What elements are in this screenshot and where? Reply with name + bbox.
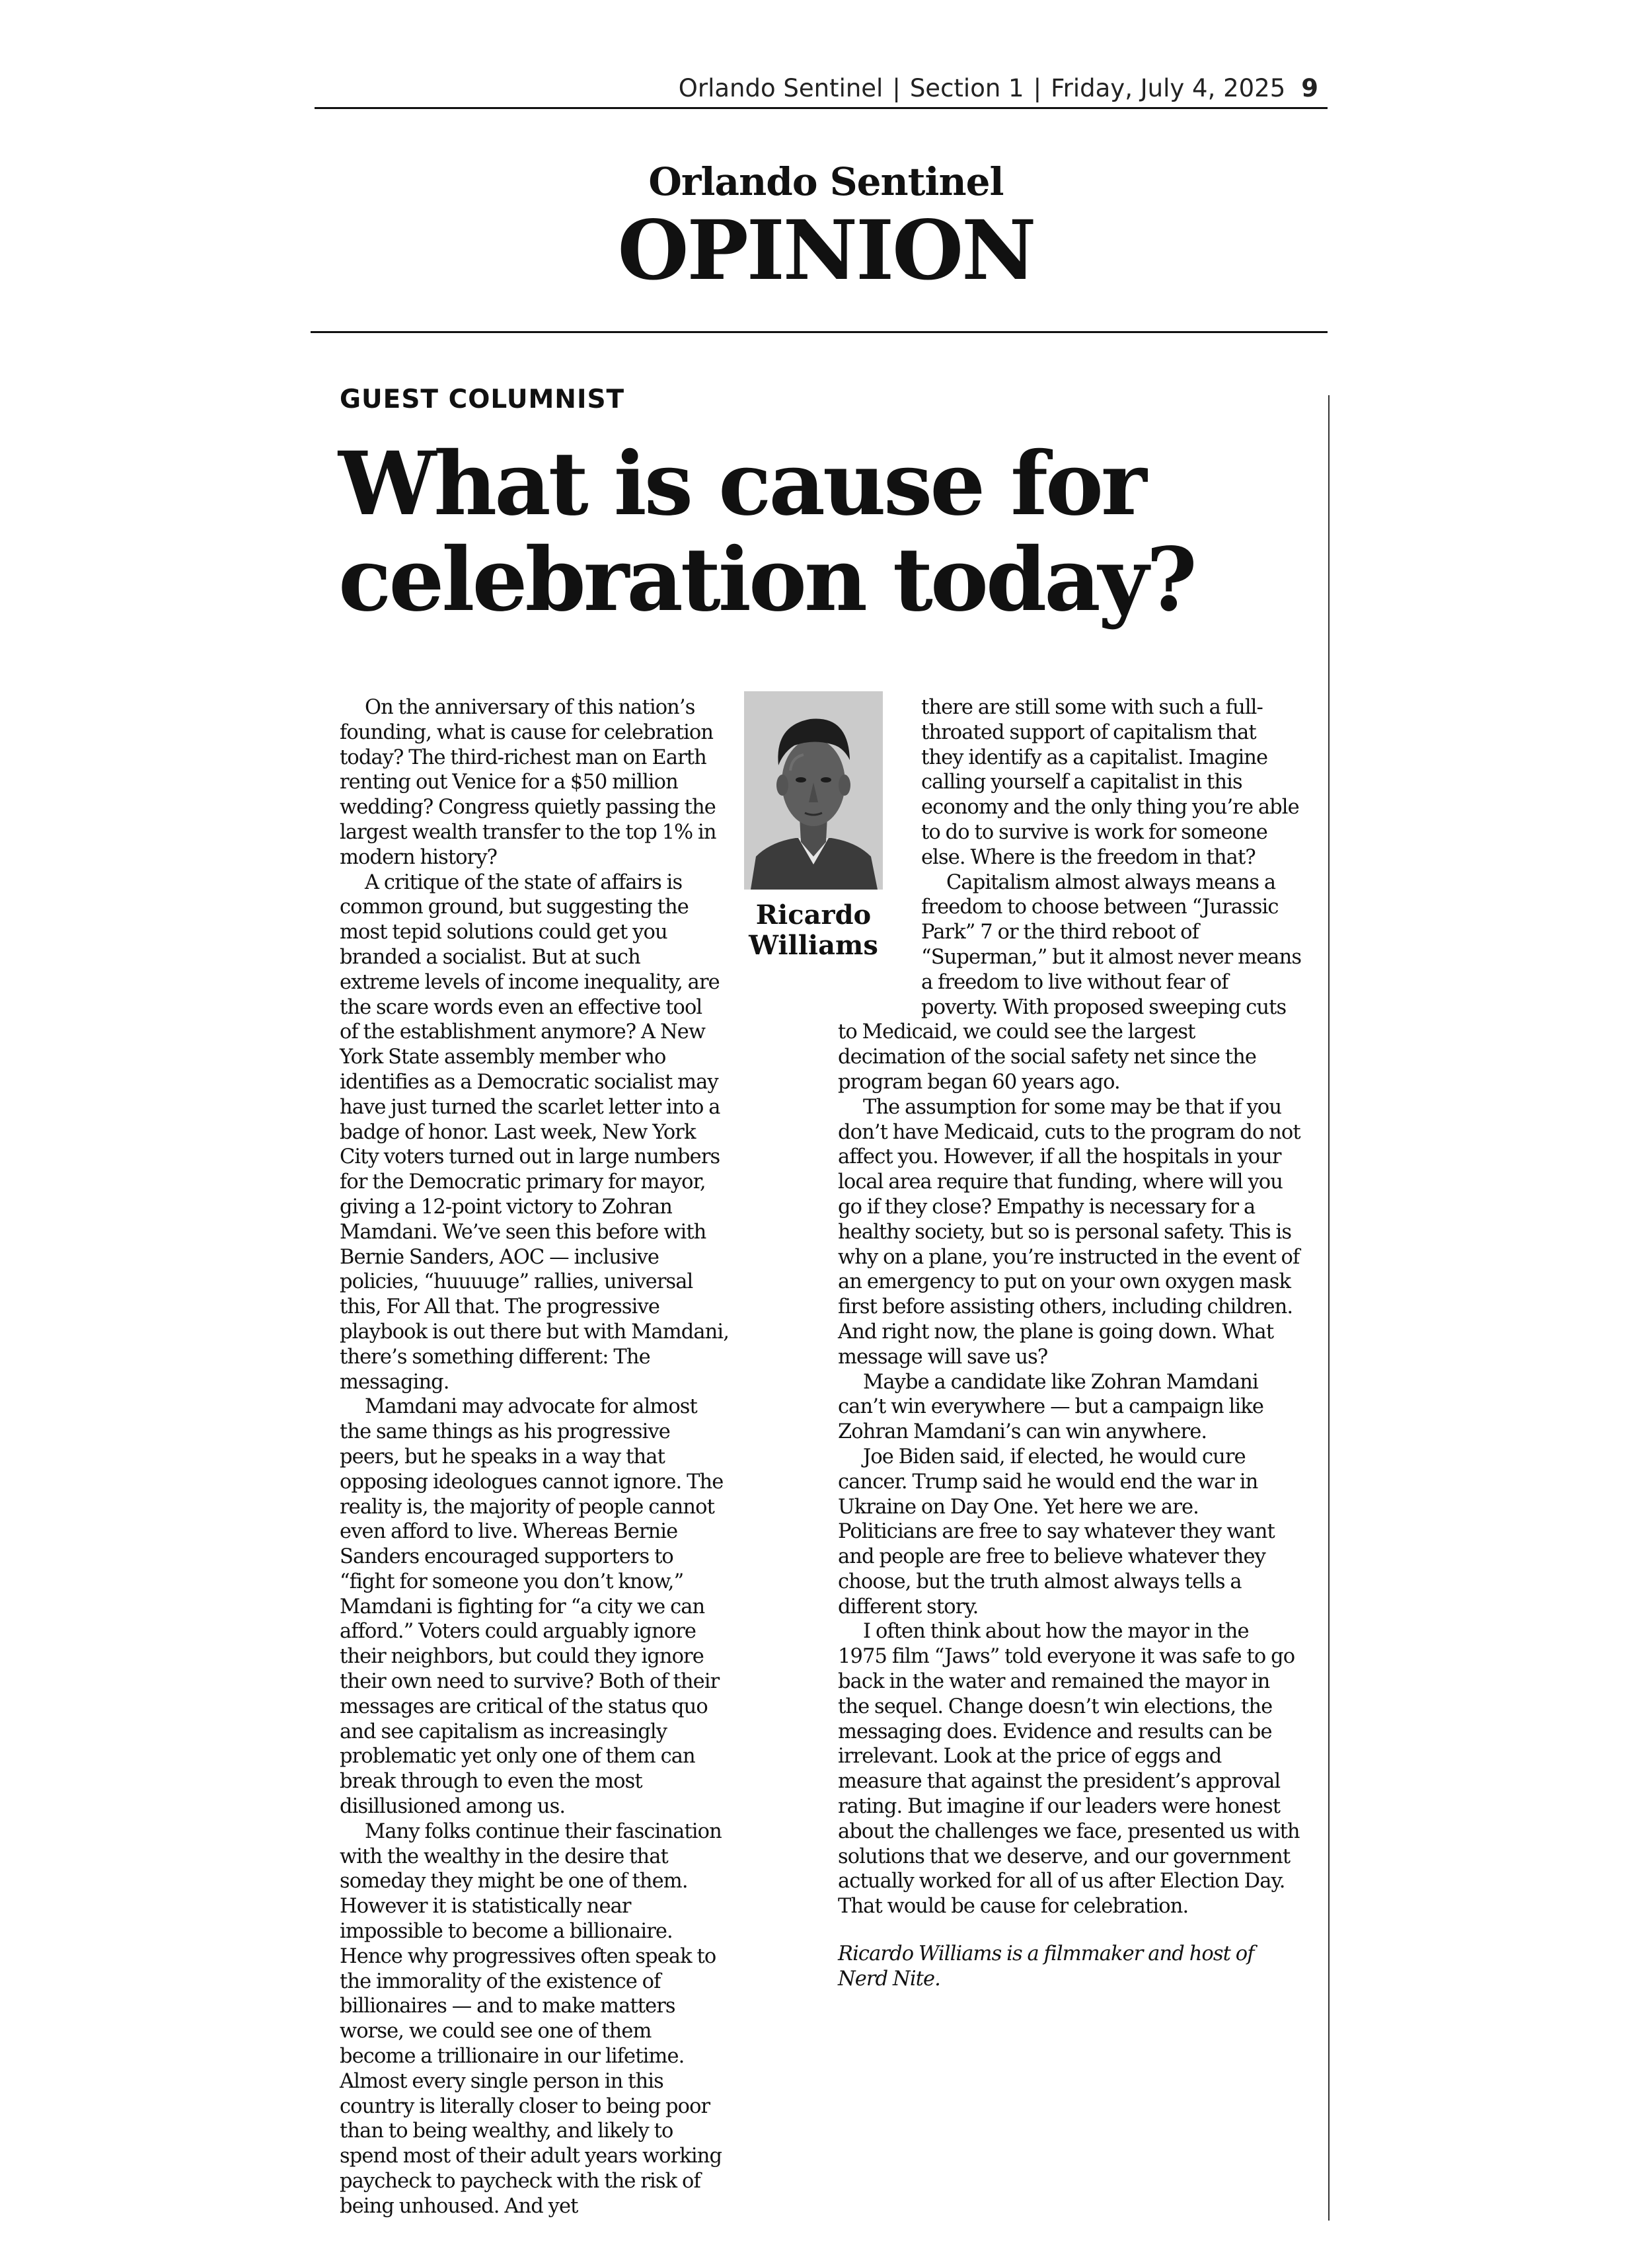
masthead-section-title: OPINION bbox=[617, 203, 1035, 299]
article-paragraph: Maybe a candidate like Zohran Mamdani can’t win everywhere — but a campaign like Zohran Mamdani’s can win anywhere. bbox=[838, 1370, 1263, 1444]
masthead-rule-divider bbox=[311, 331, 1328, 333]
column-vertical-rule bbox=[1328, 395, 1330, 2221]
folio-date: Friday, July 4, 2025 bbox=[1051, 74, 1286, 102]
article-paragraph: Mamdani may advocate for almost the same things as his progressive peers, but he speaks in a way that opposing ideologues cannot ignore. The reality is, the majority of people cannot even afford to live. Whereas Bernie Sanders encouraged supporters to “fight for someone you don’t know,” Mamdani is fighting for “a city we can afford.” Voters could arguably ignore their neighbors, but could they ignore their own need to survive? Both of their messages are critical of the status quo and see capitalism as increasingly problematic yet only one of them can break through to even the most disillusioned among us. bbox=[340, 1395, 724, 1819]
photo-ear-left bbox=[776, 775, 788, 796]
byline-first-name: Ricardo bbox=[755, 899, 872, 931]
folio-separator: | bbox=[892, 74, 901, 102]
article-paragraph: On the anniversary of this nation’s founding, what is cause for celebration today? The third-richest man on Earth renting out Venice for a $50 million wedding? Congress quietly passing the largest wealth transfer to the top 1% in modern history? bbox=[340, 696, 716, 869]
photo-wrap-space bbox=[720, 695, 730, 999]
article-paragraph: The assumption for some may be that if you don’t have Medicaid, cuts to the program do not affect you. However, if all the hospitals in your local area require that funding, where will you go if they close? Empathy is necessary for a healthy society, but so is personal safety. This is why on a plane, you’re instructed in the event of an emergency to put on your own oxygen mask first before assisting others, including children. And right now, the plane is going down. What message will save us? bbox=[838, 1095, 1300, 1369]
article-paragraph: Many folks continue their fascination with the wealthy in the desire that someday they might be one of them. However it is statistically near impossible to become a billionaire. Hence why progressives often speak to the immorality of the existence of billionaires — and to make matters worse, we could see one of them become a trillionaire in our lifetime. Almost every single person in this country is literally closer to being poor than to being wealthy, and likely to spend most of their adult years working paycheck to paycheck with the risk of being unhoused. And yet bbox=[340, 1819, 722, 2218]
photo-eye-left bbox=[796, 777, 806, 782]
article-kicker: GUEST COLUMNIST bbox=[340, 385, 625, 414]
article-paragraph-continued: there are still some with such a full-throated support of capitalism that they identify as a capitalist. Imagine calling yourself a capitalist in this economy and the only thing you’re able to do to survive is work for someone else. Where is the freedom in that? bbox=[921, 696, 1299, 869]
article-paragraph: Joe Biden said, if elected, he would cure cancer. Trump said he would end the war in Ukraine on Day One. Yet here we are. Politicians are free to say whatever they want and people are free to believe whatever they choose, but the truth almost always tells a different story. bbox=[838, 1445, 1275, 1619]
article-column-right bbox=[838, 695, 1302, 1992]
article-headline: What is cause for celebration today? bbox=[338, 433, 1195, 631]
page-folio bbox=[0, 74, 1318, 103]
top-rule-divider bbox=[315, 107, 1328, 109]
masthead-publication-name: Orlando Sentinel bbox=[648, 159, 1004, 204]
folio-separator: | bbox=[1033, 74, 1042, 102]
article-paragraph: I often think about how the mayor in the 1975 film “Jaws” told everyone it was safe to go back in the water and remained the mayor in the sequel. Change doesn’t win elections, the messaging does. Evidence and results can be irrelevant. Look at the price of eggs and measure that against the president’s approval rating. But imagine if our leaders were honest about the challenges we face, presented us with solutions that we deserve, and our government actually worked for all of us after Election Day. That would be cause for celebration. bbox=[838, 1620, 1300, 1919]
article-column-left bbox=[340, 695, 730, 2219]
folio-section: Section 1 bbox=[909, 74, 1024, 102]
folio-page-number: 9 bbox=[1301, 74, 1318, 102]
photo-eye-right bbox=[821, 777, 831, 782]
article-paragraph: Capitalism almost always means a freedom to choose between “Jurassic Park” 7 or the third reboot of “Superman,” but it almost never means a freedom to live without fear of poverty. With proposed sweeping cuts to Medicaid, we could see the largest decimation of the social safety net since the program began 60 years ago. bbox=[838, 870, 1302, 1094]
byline-last-name: Williams bbox=[749, 930, 878, 961]
photo-wrap-space bbox=[838, 695, 921, 1007]
article-paragraph: A critique of the state of affairs is common ground, but suggesting the most tepid solutions could get you branded a socialist. But at such extreme levels of income inequality, are the scare words even an effective tool of the establishment anymore? A New York State assembly member who identifies as a Democratic socialist may have just turned the scarlet letter into a badge of honor. Last week, New York City voters turned out in large numbers for the Democratic primary for mayor, giving a 12-point victory to Zohran Mamdani. We’ve seen this before with Bernie Sanders, AOC — inclusive policies, “huuuuge” rallies, universal this, For All that. The progressive playbook is out there but with Mamdani, there’s something different: The messaging. bbox=[340, 870, 730, 1394]
author-tagline: Ricardo Williams is a filmmaker and host of Nerd Nite. bbox=[838, 1942, 1254, 1991]
folio-publication: Orlando Sentinel bbox=[678, 74, 883, 102]
